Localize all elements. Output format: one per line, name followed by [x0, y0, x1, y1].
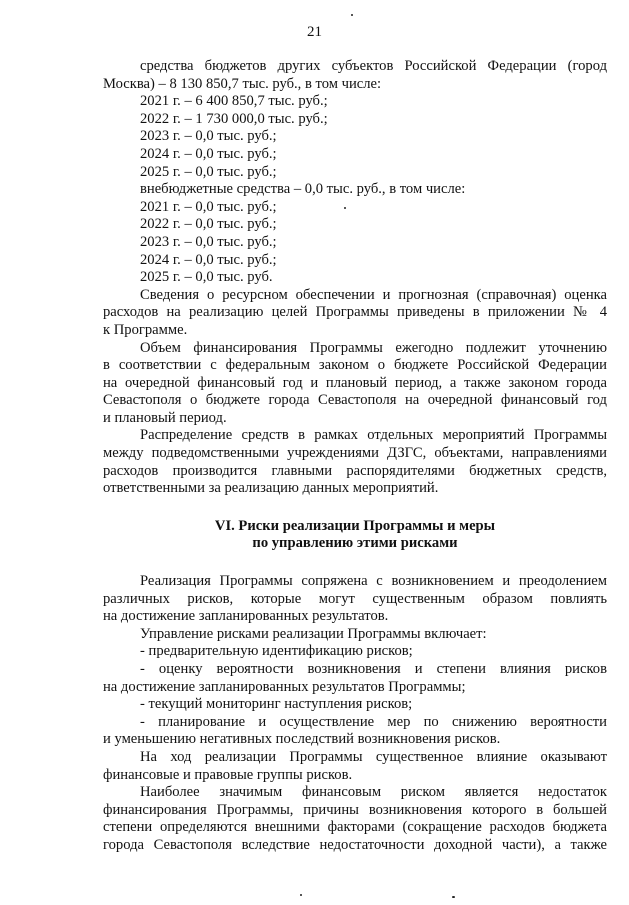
text-line: финансовые и правовые группы рисков. [103, 766, 353, 783]
funding-text-block [103, 58, 607, 498]
risks-text-block [103, 573, 607, 855]
text-line: ответственными за реализацию данных мероприятий. [103, 480, 439, 497]
text-line: степени определяются внешними факторами (сокращение расходов бюджета [103, 819, 607, 836]
text-line: финансирования Программы, причины возникновения которого в большей [103, 801, 607, 818]
text-line: - текущий мониторинг наступления рисков; [140, 696, 413, 713]
text-line: Москва) – 8 130 850,7 тыс. руб., в том числе: [103, 75, 382, 92]
text-line: на достижение запланированных результатов Программы; [103, 678, 466, 695]
text-line: и уменьшению негативных последствий возникновения рисков. [103, 731, 501, 748]
scan-speck [351, 14, 353, 16]
text-line: На ход реализации Программы существенное влияние оказывают [140, 748, 607, 765]
text-line: и плановый период. [103, 409, 227, 426]
text-line: - предварительную идентификацию рисков; [140, 643, 413, 660]
page-body [103, 58, 607, 855]
scan-speck [452, 896, 455, 898]
text-line: к Программе. [103, 321, 188, 338]
text-line: различных рисков, которые могут существенным образом повлиять [103, 590, 607, 607]
scan-speck [300, 894, 302, 896]
text-line: расходов на реализацию целей Программы приведены в приложении № 4 [103, 304, 607, 321]
text-line: 2022 г. – 1 730 000,0 тыс. руб.; [140, 110, 328, 127]
text-line: Распределение средств в рамках отдельных мероприятий Программы [140, 427, 607, 444]
text-line: 2025 г. – 0,0 тыс. руб.; [140, 163, 277, 180]
text-line: 2023 г. – 0,0 тыс. руб.; [140, 233, 277, 250]
text-line: Реализация Программы сопряжена с возникновением и преодолением [140, 573, 607, 590]
text-line: 2022 г. – 0,0 тыс. руб.; [140, 216, 277, 233]
text-line: 2025 г. – 0,0 тыс. руб. [140, 269, 273, 286]
text-line: 2024 г. – 0,0 тыс. руб.; [140, 251, 277, 268]
text-line: средства бюджетов других субъектов Российской Федерации (город [140, 58, 607, 74]
section-heading-line-2: по управлению этими рисками [252, 535, 458, 552]
text-line: - оценку вероятности возникновения и степени влияния рисков [140, 661, 607, 677]
text-line: Управление рисками реализации Программы включает: [140, 625, 487, 642]
text-line: - планирование и осуществление мер по снижению вероятности [140, 713, 607, 730]
text-line: между подведомственными учреждениями ДЗГС, объектами, направлениями [103, 445, 607, 462]
text-line: 2021 г. – 0,0 тыс. руб.; [140, 198, 277, 215]
text-line: 2024 г. – 0,0 тыс. руб.; [140, 145, 277, 162]
text-line: Сведения о ресурсном обеспечении и прогнозная (справочная) оценка [140, 286, 607, 303]
text-line: Наиболее значимым финансовым риском является недостаток [140, 784, 607, 801]
text-line: 2021 г. – 6 400 850,7 тыс. руб.; [140, 93, 328, 110]
text-line: Севастополя о бюджете города Севастополя на очередной финансовый год [103, 392, 607, 409]
text-line: на очередной финансовый год и плановый период, а также законом города [103, 374, 607, 391]
page-number: 21 [307, 24, 322, 40]
text-line: города Севастополя вследствие недостаточности доходной части), а также [103, 836, 607, 853]
text-line: в соответствии с федеральным законом о бюджете Российской Федерации [103, 357, 607, 374]
section-heading-line-1: VI. Риски реализации Программы и меры [214, 517, 496, 534]
text-line: внебюджетные средства – 0,0 тыс. руб., в том числе: [140, 181, 466, 198]
text-line: расходов производится главными распорядителями бюджетных средств, [103, 462, 607, 479]
text-line: Объем финансирования Программы ежегодно подлежит уточнению [140, 339, 607, 356]
text-line: 2023 г. – 0,0 тыс. руб.; [140, 128, 277, 145]
text-line: на достижение запланированных результатов. [103, 608, 389, 625]
